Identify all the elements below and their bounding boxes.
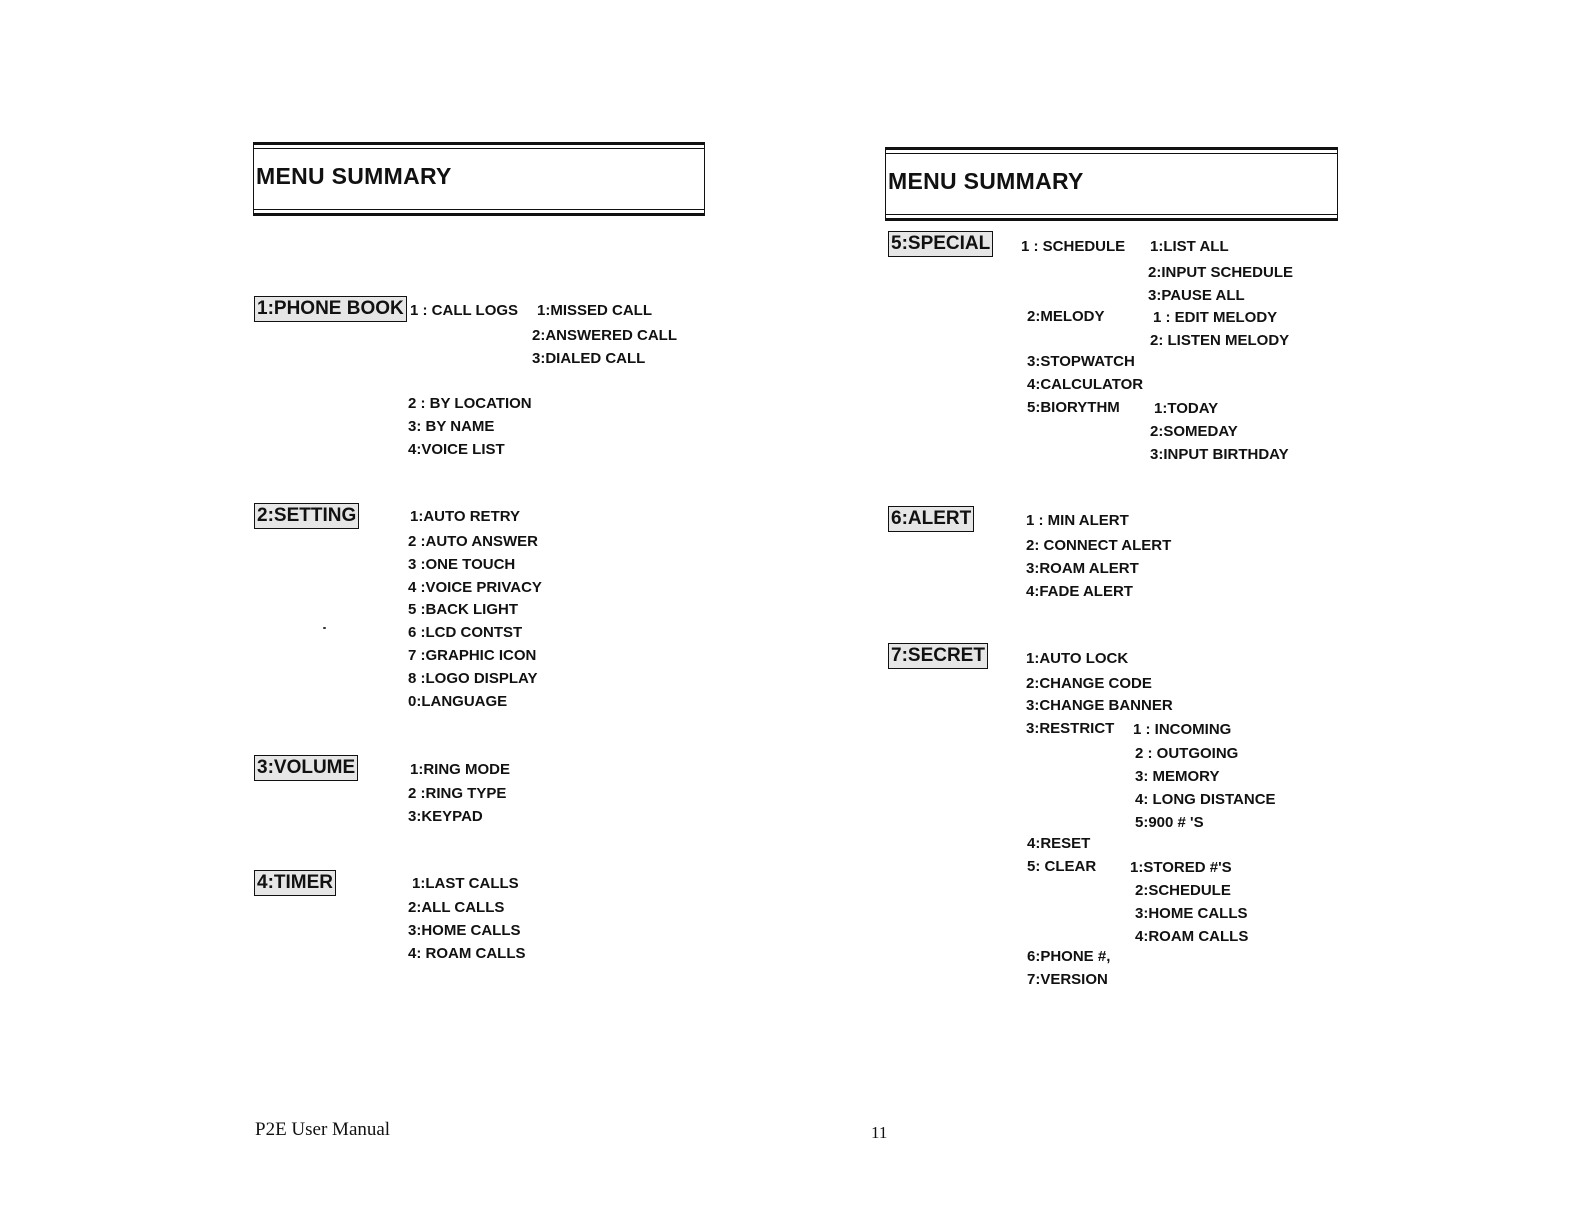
- menu-item: 1:RING MODE: [410, 761, 511, 778]
- menu-item: 2: CONNECT ALERT: [1026, 537, 1172, 554]
- menu-item: 1:MISSED CALL: [537, 302, 653, 319]
- menu-item: 3: MEMORY: [1135, 768, 1220, 785]
- section-volume: 3:VOLUME: [254, 755, 358, 781]
- menu-item: 2 : BY LOCATION: [408, 395, 532, 412]
- menu-item: 1:LAST CALLS: [412, 875, 519, 892]
- menu-item: 2:ANSWERED CALL: [532, 327, 677, 344]
- menu-item: 5: CLEAR: [1027, 858, 1097, 875]
- menu-item: 3:ROAM ALERT: [1026, 560, 1139, 577]
- menu-item: 3:RESTRICT: [1026, 720, 1115, 737]
- menu-item: 3 :ONE TOUCH: [408, 556, 516, 573]
- menu-item: 7:VERSION: [1027, 971, 1108, 988]
- menu-item: 6 :LCD CONTST: [408, 624, 523, 641]
- menu-item: 1:TODAY: [1154, 400, 1219, 417]
- section-setting: 2:SETTING: [254, 503, 359, 529]
- menu-item: 3:HOME CALLS: [1135, 905, 1248, 922]
- menu-item: 3:DIALED CALL: [532, 350, 646, 367]
- menu-item: 0:LANGUAGE: [408, 693, 508, 710]
- menu-item: 1 : INCOMING: [1133, 721, 1232, 738]
- menu-item: 2:CHANGE CODE: [1026, 675, 1152, 692]
- menu-item: 2 :AUTO ANSWER: [408, 533, 539, 550]
- menu-item: 2:INPUT SCHEDULE: [1148, 264, 1294, 281]
- section-timer: 4:TIMER: [254, 870, 336, 896]
- menu-summary-header-left: [253, 142, 705, 216]
- menu-item: 3: BY NAME: [408, 418, 495, 435]
- menu-item: 1 : SCHEDULE: [1021, 238, 1126, 255]
- page-title: MENU SUMMARY: [888, 168, 1084, 194]
- menu-item: 4 :VOICE PRIVACY: [408, 579, 542, 596]
- menu-item: 4:VOICE LIST: [408, 441, 505, 458]
- menu-item: 4: LONG DISTANCE: [1135, 791, 1276, 808]
- section-alert: 6:ALERT: [888, 506, 974, 532]
- menu-summary-header-right: [885, 147, 1338, 221]
- menu-item: 8 :LOGO DISPLAY: [408, 670, 538, 687]
- menu-item: 2:SCHEDULE: [1135, 882, 1231, 899]
- section-special: 5:SPECIAL: [888, 231, 993, 257]
- menu-item: 3:STOPWATCH: [1027, 353, 1135, 370]
- menu-item: 1:LIST ALL: [1150, 238, 1229, 255]
- menu-item: 4:FADE ALERT: [1026, 583, 1133, 600]
- menu-item: 4:CALCULATOR: [1027, 376, 1144, 393]
- menu-item: 1 : EDIT MELODY: [1153, 309, 1278, 326]
- menu-item: 4: ROAM CALLS: [408, 945, 526, 962]
- page-number: 11: [871, 1123, 888, 1142]
- menu-item: 2 : OUTGOING: [1135, 745, 1239, 762]
- scan-speck: [323, 627, 326, 629]
- menu-item: 1:AUTO RETRY: [410, 508, 521, 525]
- menu-item: 3:HOME CALLS: [408, 922, 521, 939]
- menu-item: 1 : CALL LOGS: [410, 302, 519, 319]
- menu-item: 1:STORED #'S: [1130, 859, 1232, 876]
- menu-item: 5 :BACK LIGHT: [408, 601, 518, 618]
- menu-item: 3:KEYPAD: [408, 808, 483, 825]
- menu-item: 2 :RING TYPE: [408, 785, 507, 802]
- menu-item: 1 : MIN ALERT: [1026, 512, 1129, 529]
- menu-item: 3:CHANGE BANNER: [1026, 697, 1173, 714]
- section-secret: 7:SECRET: [888, 643, 988, 669]
- menu-item: 2:ALL CALLS: [408, 899, 505, 916]
- menu-item: 1:AUTO LOCK: [1026, 650, 1129, 667]
- menu-item: 7 :GRAPHIC ICON: [408, 647, 537, 664]
- menu-item: 6:PHONE #,: [1027, 948, 1111, 965]
- menu-item: 3:PAUSE ALL: [1148, 287, 1245, 304]
- page-title: MENU SUMMARY: [256, 163, 452, 189]
- menu-item: 5:BIORYTHM: [1027, 399, 1120, 416]
- menu-item: 3:INPUT BIRTHDAY: [1150, 446, 1289, 463]
- footer-manual-title: P2E User Manual: [255, 1119, 391, 1140]
- menu-item: 5:900 # 'S: [1135, 814, 1204, 831]
- menu-item: 2:SOMEDAY: [1150, 423, 1238, 440]
- menu-item: 2:MELODY: [1027, 308, 1105, 325]
- section-phone-book: 1:PHONE BOOK: [254, 296, 407, 322]
- menu-item: 4:RESET: [1027, 835, 1091, 852]
- menu-item: 4:ROAM CALLS: [1135, 928, 1249, 945]
- right-page: [792, 0, 1584, 1212]
- menu-item: 2: LISTEN MELODY: [1150, 332, 1290, 349]
